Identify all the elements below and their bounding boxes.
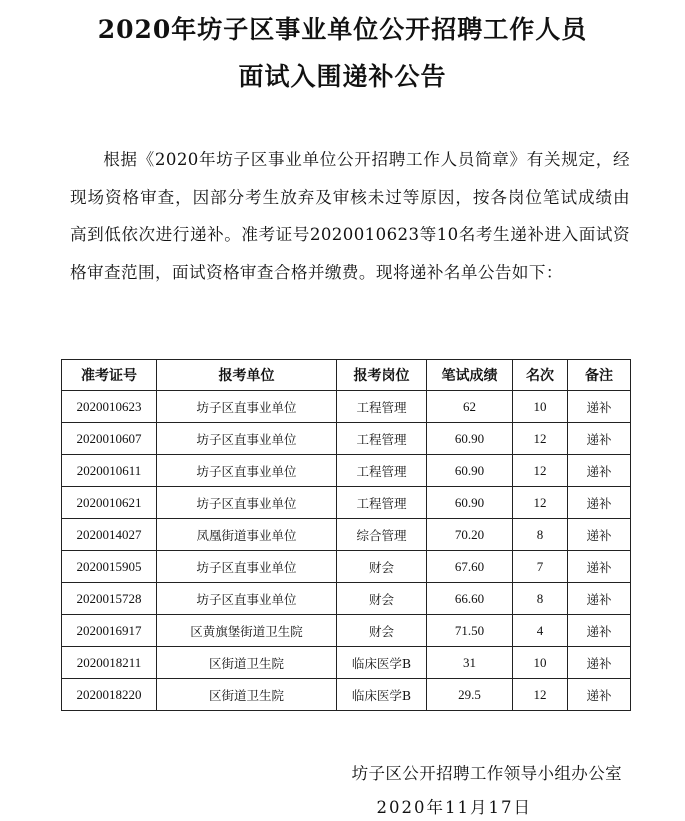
cell-rank: 12	[513, 487, 568, 519]
table-row	[62, 391, 631, 423]
cell-score: 67.60	[427, 551, 513, 583]
signature-organization: 坊子区公开招聘工作领导小组办公室	[351, 764, 622, 783]
cell-unit: 坊子区直事业单位	[157, 551, 337, 583]
table-row	[62, 455, 631, 487]
candidate-table	[61, 359, 631, 711]
cell-remark: 递补	[568, 551, 631, 583]
title-line-2: 面试入围递补公告	[238, 62, 447, 91]
table-row	[62, 679, 631, 711]
cell-exam-id: 2020010621	[62, 487, 157, 519]
cell-rank: 10	[513, 647, 568, 679]
cell-remark: 递补	[568, 391, 631, 423]
cell-position: 财会	[337, 583, 427, 615]
cell-exam-id: 2020010611	[62, 455, 157, 487]
header-remark: 备注	[568, 360, 631, 391]
header-rank: 名次	[513, 360, 568, 391]
cell-remark: 递补	[568, 455, 631, 487]
cell-rank: 7	[513, 551, 568, 583]
cell-position: 财会	[337, 551, 427, 583]
title-line-1: 2020年坊子区事业单位公开招聘工作人员	[97, 15, 588, 44]
cell-position: 工程管理	[337, 423, 427, 455]
cell-unit: 坊子区直事业单位	[157, 487, 337, 519]
signature-date: 2020年11月17日	[376, 798, 532, 817]
table-header-row	[62, 360, 631, 391]
cell-exam-id: 2020018211	[62, 647, 157, 679]
cell-exam-id: 2020018220	[62, 679, 157, 711]
cell-score: 31	[427, 647, 513, 679]
table-row	[62, 423, 631, 455]
cell-exam-id: 2020015728	[62, 583, 157, 615]
table-row	[62, 615, 631, 647]
table-row	[62, 519, 631, 551]
table-row	[62, 647, 631, 679]
cell-score: 70.20	[427, 519, 513, 551]
cell-position: 财会	[337, 615, 427, 647]
cell-unit: 坊子区直事业单位	[157, 583, 337, 615]
cell-rank: 12	[513, 423, 568, 455]
cell-position: 综合管理	[337, 519, 427, 551]
cell-exam-id: 2020010623	[62, 391, 157, 423]
cell-exam-id: 2020014027	[62, 519, 157, 551]
header-position: 报考岗位	[337, 360, 427, 391]
cell-rank: 12	[513, 455, 568, 487]
cell-exam-id: 2020015905	[62, 551, 157, 583]
cell-rank: 4	[513, 615, 568, 647]
header-score: 笔试成绩	[427, 360, 513, 391]
cell-score: 60.90	[427, 487, 513, 519]
table-row	[62, 551, 631, 583]
header-unit: 报考单位	[157, 360, 337, 391]
cell-unit: 坊子区直事业单位	[157, 391, 337, 423]
cell-score: 29.5	[427, 679, 513, 711]
cell-position: 工程管理	[337, 455, 427, 487]
cell-unit: 区黄旗堡街道卫生院	[157, 615, 337, 647]
cell-remark: 递补	[568, 583, 631, 615]
cell-score: 66.60	[427, 583, 513, 615]
cell-position: 临床医学B	[337, 647, 427, 679]
cell-unit: 坊子区直事业单位	[157, 423, 337, 455]
cell-position: 临床医学B	[337, 679, 427, 711]
cell-remark: 递补	[568, 615, 631, 647]
table-row	[62, 583, 631, 615]
cell-unit: 凤凰街道事业单位	[157, 519, 337, 551]
cell-rank: 12	[513, 679, 568, 711]
cell-position: 工程管理	[337, 487, 427, 519]
cell-unit: 区街道卫生院	[157, 679, 337, 711]
cell-unit: 区街道卫生院	[157, 647, 337, 679]
cell-exam-id: 2020010607	[62, 423, 157, 455]
cell-rank: 8	[513, 519, 568, 551]
cell-score: 62	[427, 391, 513, 423]
cell-rank: 8	[513, 583, 568, 615]
cell-rank: 10	[513, 391, 568, 423]
cell-remark: 递补	[568, 647, 631, 679]
cell-remark: 递补	[568, 487, 631, 519]
cell-position: 工程管理	[337, 391, 427, 423]
cell-score: 60.90	[427, 455, 513, 487]
table-row	[62, 487, 631, 519]
cell-score: 71.50	[427, 615, 513, 647]
header-exam-id: 准考证号	[62, 360, 157, 391]
cell-remark: 递补	[568, 679, 631, 711]
cell-exam-id: 2020016917	[62, 615, 157, 647]
announcement-body: 根据《2020年坊子区事业单位公开招聘工作人员简章》有关规定，经现场资格审查，因部分考生放弃及审核未过等原因，按各岗位笔试成绩由高到低依次进行递补。准考证号2020010623等10名考生递补进入面试资格审查范围，面试资格审查合格并缴费。现将递补名单公告如下：	[70, 150, 630, 282]
cell-remark: 递补	[568, 423, 631, 455]
cell-unit: 坊子区直事业单位	[157, 455, 337, 487]
cell-score: 60.90	[427, 423, 513, 455]
cell-remark: 递补	[568, 519, 631, 551]
